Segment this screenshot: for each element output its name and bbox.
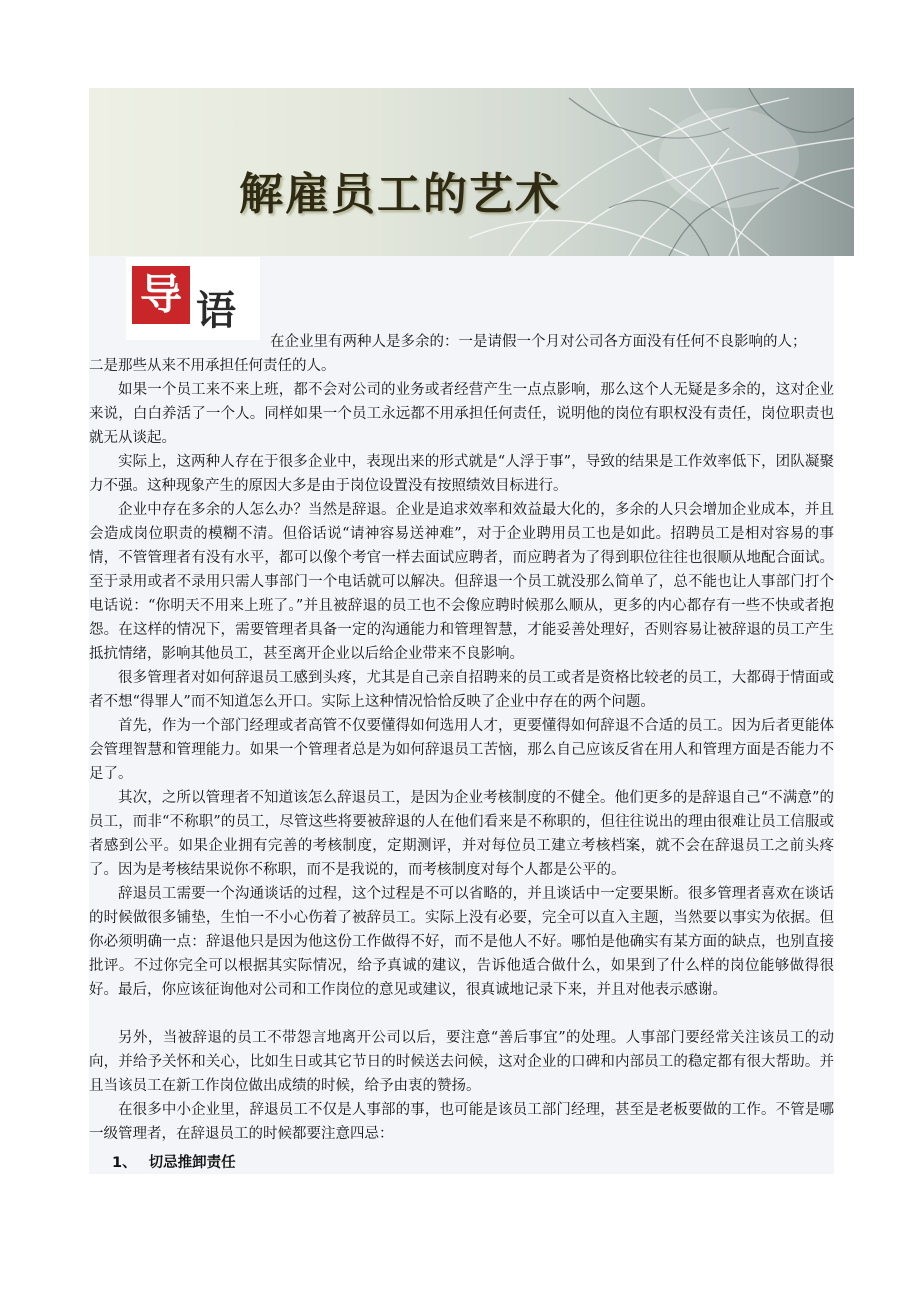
paragraph: 在很多中小企业里，辞退员工不仅是人事部的事，也可能是该员工部门经理，甚至是老板要做的工作。不管是哪一级管理者，在辞退员工的时候都要注意四忌： (89, 1102, 834, 1142)
paragraph: 二是那些从来不用承担任何责任的人。 (89, 358, 336, 374)
section-heading (112, 1151, 236, 1172)
paragraph: 另外，当被辞退的员工不带怨言地离开公司以后，要注意“善后事宜”的处理。人事部门要经常关注该员工的动向，并给予关怀和关心，比如生日或其它节日的时候送去问候，这对企业的口碑和内部员工的稳定都有很大帮助。并且当该员工在新工作岗位做出成绩的时候，给予由衷的赞扬。 (89, 1030, 834, 1094)
paragraph: 实际上，这两种人存在于很多企业中，表现出来的形式就是“人浮于事”，导致的结果是工作效率低下，团队凝聚力不强。这种现象产生的原因大多是由于岗位设置没有按照绩效目标进行。 (89, 454, 834, 494)
paragraph: 首先，作为一个部门经理或者高管不仅要懂得如何选用人才，更要懂得如何辞退不合适的员工。因为后者更能体会管理智慧和管理能力。如果一个管理者总是为如何辞退员工苦恼，那么自己应该反省在用人和管理方面是否能力不足了。 (89, 718, 834, 782)
logo-char-yu: 语 (196, 288, 236, 334)
logo-char-dao: 导 (132, 266, 190, 324)
heading-text: 切忌推卸责任 (148, 1155, 236, 1171)
paragraph: 如果一个员工来不来上班，都不会对公司的业务或者经营产生一点点影响，那么这个人无疑是多余的，这对企业来说，白白养活了一个人。同样如果一个员工永远都不用承担任何责任，说明他的岗位有职权没有责任，岗位职责也就无从谈起。 (89, 382, 834, 446)
paragraph: 辞退员工需要一个沟通谈话的过程，这个过程是不可以省略的，并且谈话中一定要果断。很多管理者喜欢在谈话的时候做很多铺垫，生怕一不小心伤着了被辞员工。实际上没有必要，完全可以直入主题，当然要以事实为依据。但你必须明确一点：辞退他只是因为他这份工作做得不好，而不是他人不好。哪怕是他确实有某方面的缺点，也别直接批评。不过你完全可以根据其实际情况，给予真诚的建议，告诉他适合做什么，如果到了什么样的岗位能够做得很好。最后，你应该征询他对公司和工作岗位的意见或建议，很真诚地记录下来，并且对他表示感谢。 (89, 886, 834, 998)
paragraph: 很多管理者对如何辞退员工感到头疼，尤其是自己亲自招聘来的员工或者是资格比较老的员工，大都碍于情面或者不想“得罪人”而不知道怎么开口。实际上这种情况恰恰反映了企业中存在的两个问题。 (89, 670, 834, 710)
lead-text: 在企业里有两种人是多余的：一是请假一个月对公司各方面没有任何不良影响的人； (270, 334, 807, 350)
heading-number: 1、 (112, 1155, 137, 1171)
article-body (89, 256, 834, 1174)
header-banner (89, 88, 854, 256)
banner-title: 解雇员工的艺术 (239, 169, 561, 220)
intro-logo (126, 257, 260, 340)
paragraph: 企业中存在多余的人怎么办？当然是辞退。企业是追求效率和效益最大化的，多余的人只会增加企业成本，并且会造成岗位职责的模糊不清。但俗话说“请神容易送神难”，对于企业聘用员工也是如此。招聘员工是相对容易的事情，不管管理者有没有水平，都可以像个考官一样去面试应聘者，而应聘者为了得到职位往往也很顺从地配合面试。至于录用或者不录用只需人事部门一个电话就可以解决。但辞退一个员工就没那么简单了，总不能也让人事部门打个电话说：“你明天不用来上班了。”并且被辞退的员工也不会像应聘时候那么顺从，更多的内心都存有一些不快或者抱怨。在这样的情况下，需要管理者具备一定的沟通能力和管理智慧，才能妥善处理好，否则容易让被辞退的员工产生抵抗情绪，影响其他员工，甚至离开企业以后给企业带来不良影响。 (89, 502, 834, 662)
paragraph: 其次，之所以管理者不知道该怎么辞退员工，是因为企业考核制度的不健全。他们更多的是辞退自己“不满意”的员工，而非“不称职”的员工，尽管这些将要被辞退的人在他们看来是不称职的，但往往说出的理由很难让员工信服或者感到公平。如果企业拥有完善的考核制度，定期测评，并对每位员工建立考核档案，就不会在辞退员工之前头疼了。因为是考核结果说你不称职，而不是我说的，而考核制度对每个人都是公平的。 (89, 790, 834, 878)
